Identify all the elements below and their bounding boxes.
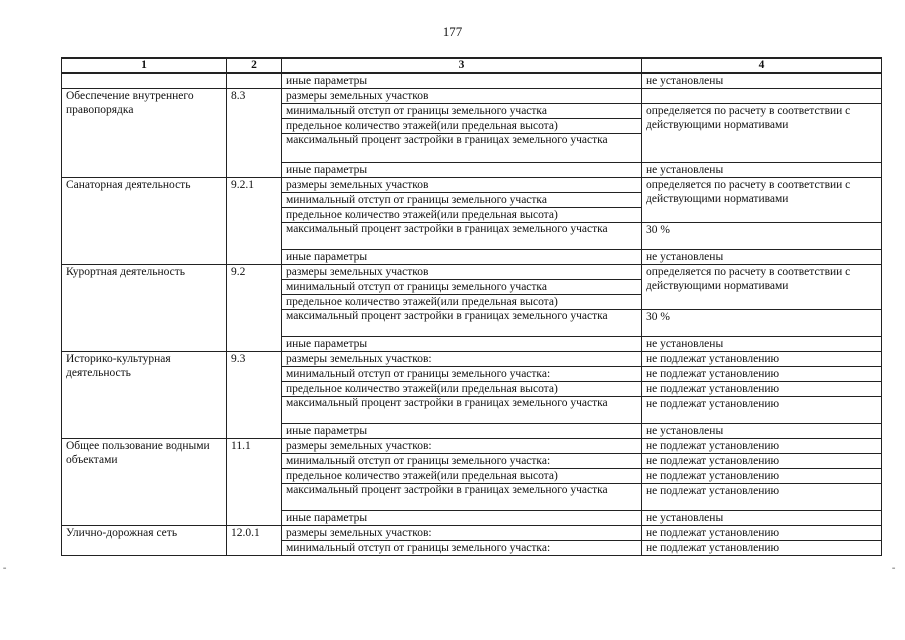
parameter-cell: размеры земельных участков xyxy=(282,265,642,280)
activity-code-cell: 8.3 xyxy=(227,89,282,178)
parameter-cell: минимальный отступ от границы земельного участка: xyxy=(282,367,642,382)
parameter-cell: иные параметры xyxy=(282,511,642,526)
parameter-cell: предельное количество этажей(или предельная высота) xyxy=(282,469,642,484)
parameter-cell: максимальный процент застройки в границах земельного участка xyxy=(282,134,642,163)
margin-mark: ≡ xyxy=(892,566,896,572)
parameter-cell: минимальный отступ от границы земельного участка: xyxy=(282,541,642,556)
parameter-cell: предельное количество этажей(или предельная высота) xyxy=(282,295,642,310)
parameter-cell: размеры земельных участков: xyxy=(282,439,642,454)
parameter-cell: иные параметры xyxy=(282,73,642,89)
activity-name-cell: Санаторная деятельность xyxy=(62,178,227,265)
activity-name-cell xyxy=(62,73,227,89)
value-cell: определяется по расчету в соответствии с действующими нормативами xyxy=(642,265,882,310)
table-row xyxy=(62,89,882,104)
value-cell: не установлены xyxy=(642,424,882,439)
activity-name-cell: Курортная деятельность xyxy=(62,265,227,352)
value-cell: не подлежат установлению xyxy=(642,526,882,541)
activity-code-cell: 11.1 xyxy=(227,439,282,526)
parameter-cell: иные параметры xyxy=(282,337,642,352)
parameter-cell: размеры земельных участков xyxy=(282,178,642,193)
column-header: 1 xyxy=(62,58,227,73)
value-cell: не установлены xyxy=(642,73,882,89)
activity-code-cell xyxy=(227,73,282,89)
value-cell: не подлежат установлению xyxy=(642,367,882,382)
value-cell: не установлены xyxy=(642,337,882,352)
parameter-cell: иные параметры xyxy=(282,250,642,265)
activity-name-cell: Обеспечение внутреннего правопорядка xyxy=(62,89,227,178)
activity-name-cell: Общее пользование водными объектами xyxy=(62,439,227,526)
value-cell: не установлены xyxy=(642,163,882,178)
table-header-row xyxy=(62,58,882,73)
value-cell: 30 % xyxy=(642,310,882,337)
table-row xyxy=(62,265,882,280)
table-body xyxy=(62,73,882,556)
value-cell: не установлены xyxy=(642,511,882,526)
value-cell: не подлежат установлению xyxy=(642,541,882,556)
activity-code-cell: 12.0.1 xyxy=(227,526,282,556)
value-cell: не подлежат установлению xyxy=(642,382,882,397)
parameter-cell: максимальный процент застройки в границах земельного участка xyxy=(282,310,642,337)
parameter-cell: размеры земельных участков: xyxy=(282,526,642,541)
regulations-table xyxy=(61,57,882,556)
parameter-cell: максимальный процент застройки в границах земельного участка xyxy=(282,223,642,250)
parameter-cell: размеры земельных участков xyxy=(282,89,642,104)
table-row xyxy=(62,178,882,193)
value-cell: не подлежат установлению xyxy=(642,352,882,367)
activity-name-cell: Улично-дорожная сеть xyxy=(62,526,227,556)
parameter-cell: минимальный отступ от границы земельного участка xyxy=(282,104,642,119)
value-cell: определяется по расчету в соответствии с действующими нормативами xyxy=(642,178,882,223)
parameter-cell: минимальный отступ от границы земельного участка: xyxy=(282,454,642,469)
column-header: 3 xyxy=(282,58,642,73)
parameter-cell: минимальный отступ от границы земельного участка xyxy=(282,280,642,295)
page-number: 177 xyxy=(442,24,463,39)
column-header: 2 xyxy=(227,58,282,73)
parameter-cell: иные параметры xyxy=(282,163,642,178)
value-cell: не подлежат установлению xyxy=(642,397,882,424)
value-cell: не подлежат установлению xyxy=(642,469,882,484)
table-row xyxy=(62,352,882,367)
parameter-cell: предельное количество этажей(или предельная высота) xyxy=(282,119,642,134)
value-cell: не подлежат установлению xyxy=(642,439,882,454)
value-cell: определяется по расчету в соответствии с действующими нормативами xyxy=(642,104,882,163)
value-cell: не установлены xyxy=(642,250,882,265)
value-cell xyxy=(642,89,882,104)
table-row xyxy=(62,526,882,541)
parameter-cell: максимальный процент застройки в границах земельного участка xyxy=(282,484,642,511)
parameter-cell: предельное количество этажей(или предельная высота) xyxy=(282,382,642,397)
parameter-cell: размеры земельных участков: xyxy=(282,352,642,367)
margin-mark: ≡ xyxy=(3,566,7,572)
parameter-cell: предельное количество этажей(или предельная высота) xyxy=(282,208,642,223)
parameter-cell: минимальный отступ от границы земельного участка xyxy=(282,193,642,208)
value-cell: не подлежат установлению xyxy=(642,454,882,469)
activity-code-cell: 9.2.1 xyxy=(227,178,282,265)
value-cell: 30 % xyxy=(642,223,882,250)
parameter-cell: иные параметры xyxy=(282,424,642,439)
value-cell: не подлежат установлению xyxy=(642,484,882,511)
table-row xyxy=(62,73,882,89)
parameter-cell: максимальный процент застройки в границах земельного участка xyxy=(282,397,642,424)
activity-code-cell: 9.2 xyxy=(227,265,282,352)
activity-name-cell: Историко-культурная деятельность xyxy=(62,352,227,439)
table-row xyxy=(62,439,882,454)
activity-code-cell: 9.3 xyxy=(227,352,282,439)
column-header: 4 xyxy=(642,58,882,73)
